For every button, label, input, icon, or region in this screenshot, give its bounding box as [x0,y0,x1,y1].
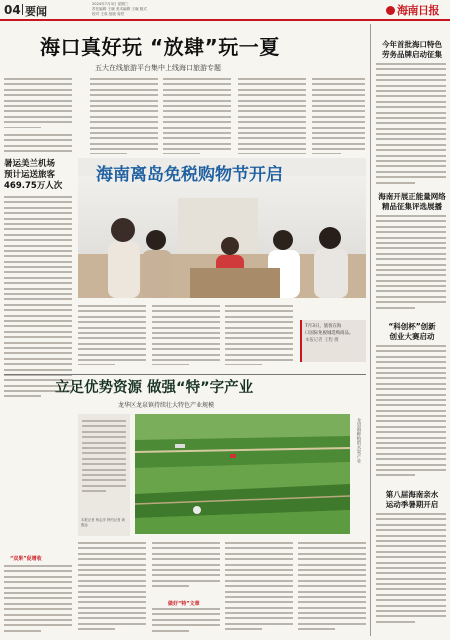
editor-line: 责任编辑 王晓 美术编辑 王晓 版式 [92,7,147,11]
paper-logo [386,2,439,18]
right-story-3-title [376,322,448,342]
story-title-line: 劳务品牌启动征集 [382,50,442,59]
header-divider [22,4,23,15]
story-title-line: “科创杯”创新 [388,322,436,331]
right-story-2-title [376,192,448,212]
field-drone-image [135,414,350,534]
right-story-4-body [376,513,446,635]
story-title-line: 创业大赛启动 [389,332,435,341]
brief-title-line: 暑运美兰机场 [4,159,56,169]
page-header [0,0,450,20]
right-story-3-body [376,345,446,485]
caption-credit: 本报记者 王程 摄 [305,338,339,343]
header-rule [0,19,450,21]
dutyfree-body-col-1 [78,305,146,365]
story-title-line: 海南开展正能量网络 [378,192,446,201]
dutyfree-body-col-2 [152,305,220,365]
dutyfree-title: 海南离岛免税购物节开启 [96,165,283,185]
paper-name: 海南日报 [397,4,439,17]
dutyfree-caption-box [300,320,366,362]
paper-logo-icon [386,6,395,15]
dutyfree-body-col-3 [225,305,293,365]
feature-title: 立足优势资源 做强“特”字产业 [55,380,254,396]
feature-sidebar-body [4,565,72,635]
lead-body-col-2 [4,134,72,152]
feature-body-col-4 [298,542,366,634]
right-story-1-body [376,63,446,187]
lead-body-col-3 [90,78,158,154]
caption-line: 口国际免税城选购商品。 [305,331,354,336]
feature-body-col-1 [78,542,146,634]
caption-line: 7月3日，旅客在海 [305,324,342,329]
right-story-2-body [376,215,446,315]
date-line: 2024年7月3日 星期三 [92,2,129,6]
story-title-line: 精品征集评选展播 [382,202,442,211]
lead-body-col-4 [163,78,231,154]
proof-line: 校对 王成 组版 周哲 [92,12,125,16]
feature-top-rule [4,374,366,375]
brief-left-body [4,196,72,402]
story-title-line: 今年首批海口特色 [382,40,442,49]
feature-body-col-2 [152,542,220,594]
column-rule-right [370,24,371,636]
lead-body-col-6 [312,78,365,154]
lead-body-col-1 [4,78,72,128]
story-title-line: 第八届海南亲水 [385,490,439,499]
intro-credit: 本报记者 杨志彦 特约记者 黄甄远 [81,518,125,527]
photo-side-caption: 龙泉镇种植的水果产业 [356,418,361,463]
feature-intro-box [78,414,130,536]
feature-body-col-3 [225,542,293,634]
lead-subtitle: 五大在线旅游平台集中上线海口旅游专题 [95,64,221,72]
feature-photo [135,414,350,534]
feature-body-col-2b [152,608,220,634]
brief-title-line: 469.75万人次 [4,181,63,191]
date-block [92,2,147,17]
lead-title: 海口真好玩 “放肆”玩一夏 [40,35,280,59]
brief-left-title [4,159,76,192]
brief-title-line: 预计运送旅客 [4,170,56,180]
section-label: 要闻 [25,5,47,18]
feature-sidebar-title: “双果”促增收 [10,556,42,562]
feature-subhead: 做好“特”文章 [168,601,200,607]
intro-text [82,420,126,516]
story-title-line: 运动季暑期开启 [385,500,439,509]
lead-body-col-5 [238,78,306,154]
right-story-1-title [376,40,448,60]
right-story-4-title [376,490,448,510]
feature-subtitle: 龙华区龙泉镇持续壮大特色产业规模 [118,402,215,409]
page-number: 04 [4,3,21,17]
